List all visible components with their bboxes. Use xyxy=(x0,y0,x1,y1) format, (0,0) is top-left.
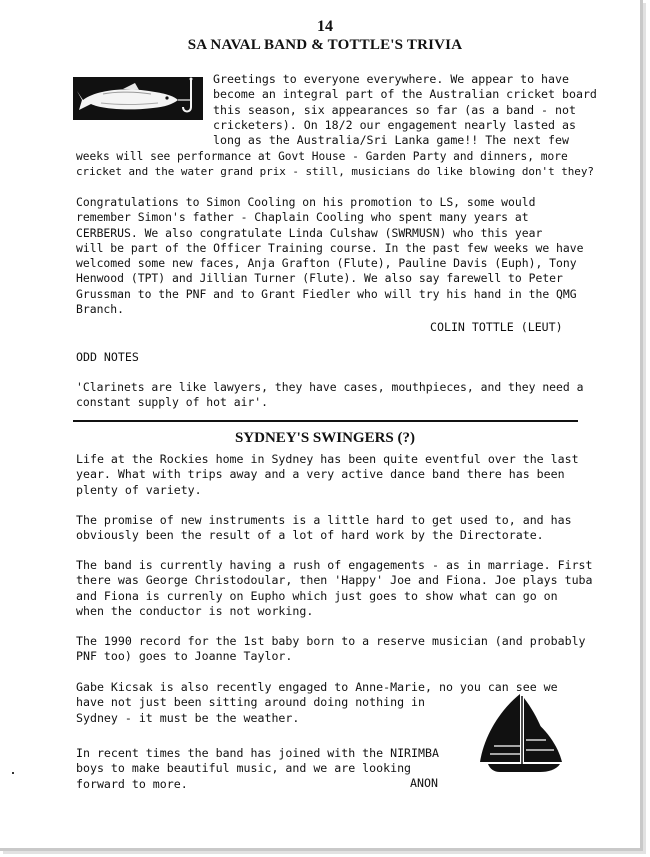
text-line: this season, six appearances so far (as a band - not xyxy=(213,102,576,117)
text-line: obviously been the result of a lot of hard work by the Directorate. xyxy=(76,528,544,543)
article-title: SYDNEY'S SWINGERS (?) xyxy=(234,430,416,446)
text-line: Gabe Kicsak is also recently engaged to Anne-Marie, no you can see we xyxy=(76,680,558,694)
text-line: weeks will see performance at Govt House - Garden Party and dinners, more xyxy=(76,150,568,163)
article-paragraph xyxy=(76,452,579,498)
text-line: The 1990 record for the 1st baby born to a reserve musician (and probably xyxy=(76,634,586,648)
scan-speck xyxy=(12,772,14,774)
intro-continuation xyxy=(76,149,594,180)
page-number: 14 xyxy=(317,18,333,35)
article-paragraph xyxy=(76,746,439,792)
text-line: long as the Australia/Sri Lanka game!! The next few xyxy=(213,133,569,148)
text-line: In recent times the band has joined with the NIRIMBA xyxy=(76,746,439,760)
text-line: The band is currently having a rush of engagements - as in marriage. First xyxy=(76,558,593,572)
text-line: become an integral part of the Australian cricket board xyxy=(213,87,597,102)
text-line: The promise of new instruments is a little hard to get used to, and has xyxy=(76,513,572,527)
text-line: Sydney - it must be the weather. xyxy=(76,710,300,725)
fish-on-hook-icon xyxy=(73,77,203,120)
odd-notes-heading xyxy=(76,350,139,365)
intro-paragraph xyxy=(213,72,597,148)
text-line: Henwood (TPT) and Jillian Turner (Flute). We also say farewell to Peter xyxy=(76,271,563,286)
text-line: Life at the Rockies home in Sydney has been quite eventful over the last xyxy=(76,452,579,466)
text-line: when the conductor is not working. xyxy=(76,603,314,618)
text-line: year. What with trips away and a very active dance band there has been xyxy=(76,467,565,482)
odd-notes-quote xyxy=(76,380,583,411)
author-signature: COLIN TOTTLE (LEUT) xyxy=(430,320,563,334)
text-line: Grussman to the PNF and to Grant Fiedler who will try his hand in the QMG xyxy=(76,286,577,301)
text-line: will be part of the Officer Training course. In the past few weeks we have xyxy=(76,240,584,255)
text-line: Congratulations to Simon Cooling on his promotion to LS, some would xyxy=(76,195,536,209)
article-paragraph xyxy=(76,513,572,544)
text-line: constant supply of hot air'. xyxy=(76,395,269,410)
section-divider xyxy=(73,420,578,422)
section-heading: ODD NOTES xyxy=(76,350,139,364)
text-line: 'Clarinets are like lawyers, they have cases, mouthpieces, and they need a xyxy=(76,380,584,394)
text-line: cricket and the water grand prix - still, musicians do like blowing don't they? xyxy=(76,165,594,179)
text-line: and Fiona is currenly on Eupho which just goes to show what can go on xyxy=(76,588,558,603)
article-paragraph xyxy=(76,634,586,665)
congrats-paragraph xyxy=(76,195,583,317)
article-paragraph xyxy=(76,558,593,619)
text-line: forward to more. xyxy=(76,776,188,791)
text-line: PNF too) goes to Joanne Taylor. xyxy=(76,649,293,664)
text-line: CERBERUS. We also congratulate Linda Culshaw (SWRMUSN) who this year xyxy=(76,225,543,240)
text-line: Branch. xyxy=(76,302,125,317)
page-title: SA NAVAL BAND & TOTTLE'S TRIVIA xyxy=(187,37,463,53)
sailboat-icon xyxy=(470,690,566,776)
text-line: Greetings to everyone everywhere. We appear to have xyxy=(213,72,569,86)
text-line: plenty of variety. xyxy=(76,482,202,497)
text-line: remember Simon's father - Chaplain Cooling who spent many years at xyxy=(76,210,529,225)
text-line: there was George Christodoular, then 'Happy' Joe and Fiona. Joe plays tuba xyxy=(76,573,593,588)
text-line: boys to make beautiful music, and we are looking xyxy=(76,761,412,776)
text-line: cricketers). On 18/2 our engagement nearly lasted as xyxy=(213,117,576,132)
text-line: welcomed some new faces, Anja Grafton (Flute), Pauline Davis (Euph), Tony xyxy=(76,256,577,271)
article-signature: ANON xyxy=(410,776,438,790)
text-line: have not just been sitting around doing nothing in xyxy=(76,695,426,710)
